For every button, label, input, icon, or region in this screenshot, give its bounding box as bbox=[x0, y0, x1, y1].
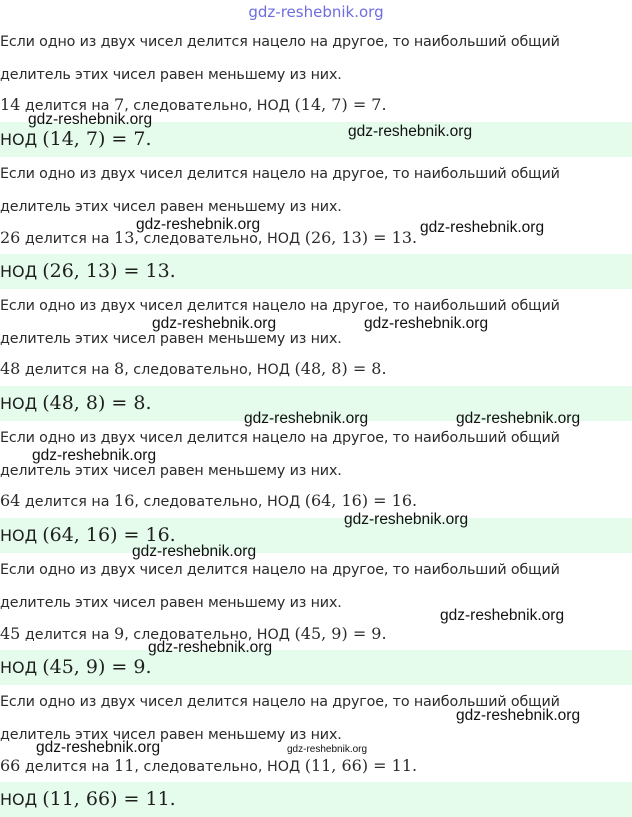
watermark-small: gdz-reshebnik.org bbox=[287, 744, 368, 755]
watermark: gdz-reshebnik.org bbox=[456, 707, 581, 724]
rule-line-2: делитель этих чисел равен меньшему из них. bbox=[0, 67, 342, 83]
statement-line: 26 делится на 13, следовательно, НОД (26, 13) = 13. bbox=[0, 228, 418, 247]
statement-line: 48 делится на 8, следовательно, НОД (48, 8) = 8. bbox=[0, 359, 387, 378]
watermark: gdz-reshebnik.org bbox=[348, 123, 473, 140]
watermark: gdz-reshebnik.org bbox=[148, 639, 273, 656]
watermark: gdz-reshebnik.org bbox=[364, 315, 489, 332]
answer-band bbox=[0, 518, 632, 553]
rule-line-2: делитель этих чисел равен меньшему из них. bbox=[0, 727, 342, 743]
watermark: gdz-reshebnik.org bbox=[136, 216, 261, 233]
rule-line-1: Если одно из двух чисел делится нацело на другое, то наибольший общий bbox=[0, 34, 560, 50]
watermark: gdz-reshebnik.org bbox=[244, 410, 369, 427]
watermark: gdz-reshebnik.org bbox=[28, 111, 153, 128]
answer-line: НОД (48, 8) = 8. bbox=[0, 392, 152, 414]
statement-line: 45 делится на 9, следовательно, НОД (45, 9) = 9. bbox=[0, 624, 387, 643]
watermark: gdz-reshebnik.org bbox=[32, 447, 157, 464]
watermark: gdz-reshebnik.org bbox=[456, 410, 581, 427]
answer-line: НОД (45, 9) = 9. bbox=[0, 656, 152, 678]
rule-line-1: Если одно из двух чисел делится нацело на другое, то наибольший общий bbox=[0, 694, 560, 710]
watermark: gdz-reshebnik.org bbox=[36, 739, 161, 756]
answer-line: НОД (26, 13) = 13. bbox=[0, 260, 176, 282]
answer-line: НОД (14, 7) = 7. bbox=[0, 128, 152, 150]
watermark: gdz-reshebnik.org bbox=[344, 511, 469, 528]
rule-line-2: делитель этих чисел равен меньшему из них. bbox=[0, 595, 342, 611]
watermark: gdz-reshebnik.org bbox=[132, 543, 257, 560]
answer-line: НОД (11, 66) = 11. bbox=[0, 788, 176, 810]
rule-line-1: Если одно из двух чисел делится нацело на другое, то наибольший общий bbox=[0, 562, 560, 578]
statement-line: 66 делится на 11, следовательно, НОД (11, 66) = 11. bbox=[0, 756, 418, 775]
watermark: gdz-reshebnik.org bbox=[152, 315, 277, 332]
rule-line-2: делитель этих чисел равен меньшему из них. bbox=[0, 463, 342, 479]
statement-line: 64 делится на 16, следовательно, НОД (64, 16) = 16. bbox=[0, 491, 418, 510]
statement-line: 14 делится на 7, следовательно, НОД (14, 7) = 7. bbox=[0, 95, 387, 114]
answer-line: НОД (64, 16) = 16. bbox=[0, 524, 176, 546]
rule-line-2: делитель этих чисел равен меньшему из них. bbox=[0, 331, 342, 347]
answer-band bbox=[0, 782, 632, 817]
watermark: gdz-reshebnik.org bbox=[440, 607, 565, 624]
watermark: gdz-reshebnik.org bbox=[420, 219, 545, 236]
rule-line-1: Если одно из двух чисел делится нацело на другое, то наибольший общий bbox=[0, 298, 560, 314]
rule-line-1: Если одно из двух чисел делится нацело на другое, то наибольший общий bbox=[0, 166, 560, 182]
rule-line-2: делитель этих чисел равен меньшему из них. bbox=[0, 199, 342, 215]
answer-band bbox=[0, 254, 632, 289]
header-watermark: gdz-reshebnik.org bbox=[248, 3, 384, 21]
answer-band bbox=[0, 650, 632, 685]
rule-line-1: Если одно из двух чисел делится нацело на другое, то наибольший общий bbox=[0, 430, 560, 446]
